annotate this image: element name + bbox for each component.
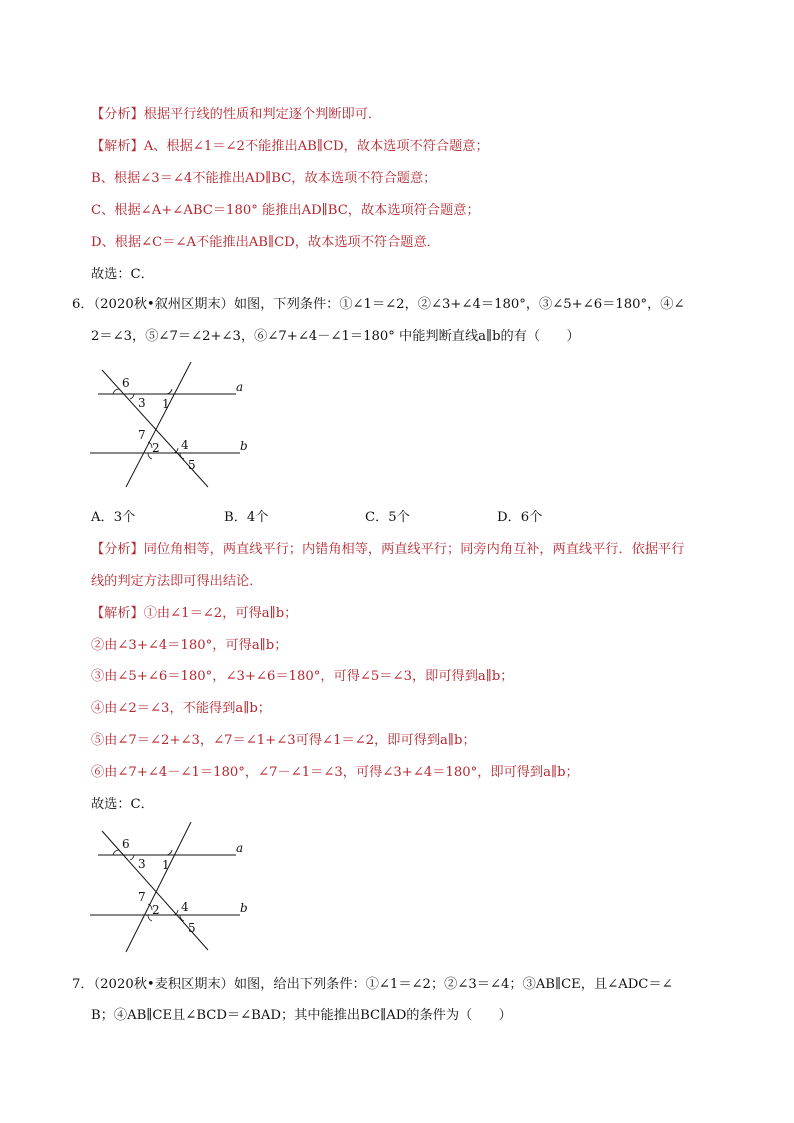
option-d[interactable]: D．6个 bbox=[497, 510, 543, 525]
arc-1-2 bbox=[166, 850, 172, 855]
label-7: 7 bbox=[138, 428, 146, 442]
q6-solution-line5: ⑤由∠7＝∠2+∠3，∠7＝∠1+∠3可得∠1＝∠2，即可得到a∥b； bbox=[91, 733, 476, 748]
solution-label: 【解析】 bbox=[91, 139, 144, 154]
solution-text-a: A、根据∠1＝∠2不能推出AB∥CD，故本选项不符合题意； bbox=[143, 139, 489, 154]
q6-stem-line2: 2＝∠3，⑤∠7＝∠2+∠3，⑥∠7+∠4－∠1＝180° 中能判断直线a∥b的有（ ） bbox=[91, 329, 580, 344]
label-a-2: a bbox=[236, 841, 244, 855]
label-b: b bbox=[240, 439, 248, 453]
arc-6 bbox=[113, 389, 119, 394]
q6-solution-line1 bbox=[91, 602, 297, 621]
q7-stem-line1: 7．（2020秋•麦积区期末）如图，给出下列条件：①∠1＝∠2；②∠3＝∠4；③AB∥CE，且∠ADC＝∠ bbox=[72, 977, 673, 992]
arc-1 bbox=[166, 389, 172, 394]
q7-stem-line2: B；④AB∥CE且∠BCD＝∠BAD；其中能推出BC∥AD的条件为（ ） bbox=[91, 1008, 512, 1023]
label-5: 5 bbox=[188, 458, 196, 472]
choice-line: 故选：C． bbox=[91, 267, 154, 282]
transversal-2 bbox=[126, 362, 191, 487]
label-a: a bbox=[236, 380, 244, 394]
label-6-2: 6 bbox=[122, 837, 130, 851]
label-3: 3 bbox=[138, 396, 146, 410]
label-7-2: 7 bbox=[138, 890, 146, 904]
arc-5-2 bbox=[180, 915, 184, 921]
q6-solution-figure bbox=[86, 822, 266, 957]
label-1: 1 bbox=[162, 397, 170, 411]
arc-5 bbox=[180, 453, 184, 459]
option-c[interactable]: C．5个 bbox=[365, 510, 410, 525]
label-4: 4 bbox=[181, 438, 189, 452]
label-6: 6 bbox=[122, 376, 130, 390]
label-2: 2 bbox=[152, 441, 160, 455]
q6-analysis-line1 bbox=[91, 538, 684, 557]
q6-choice-line: 故选：C． bbox=[91, 797, 154, 812]
q6-analysis-text1: 同位角相等，两直线平行；内错角相等，两直线平行；同旁内角互补，两直线平行．依据平行 bbox=[143, 542, 685, 557]
solution-line-b: B、根据∠3＝∠4不能推出AD∥BC，故本选项不符合题意； bbox=[91, 171, 437, 186]
label-1-2: 1 bbox=[162, 858, 170, 872]
arc-3 bbox=[130, 394, 134, 399]
option-a[interactable]: A．3个 bbox=[91, 510, 136, 525]
solution-line-a bbox=[91, 135, 489, 154]
q6-solution-line6: ⑥由∠7+∠4－∠1＝180°，∠7－∠1＝∠3，可得∠3+∠4＝180°，即可得到a∥b； bbox=[91, 765, 579, 780]
label-4-2: 4 bbox=[181, 900, 189, 914]
label-5-2: 5 bbox=[188, 921, 196, 935]
q6-solution-line2: ②由∠3+∠4＝180°，可得a∥b； bbox=[91, 638, 288, 653]
label-3-2: 3 bbox=[138, 857, 146, 871]
q6-solution-label: 【解析】 bbox=[91, 606, 144, 621]
transversal-2-2 bbox=[126, 822, 191, 952]
q6-figure bbox=[86, 362, 266, 492]
q6-solution-text1: ①由∠1＝∠2，可得a∥b； bbox=[143, 606, 298, 621]
arc-6-2 bbox=[113, 850, 119, 855]
q6-analysis-label: 【分析】 bbox=[91, 542, 144, 557]
analysis-text: 根据平行线的性质和判定逐个判断即可． bbox=[143, 107, 382, 122]
solution-line-c: C、根据∠A+∠ABC＝180° 能推出AD∥BC，故本选项符合题意； bbox=[91, 203, 480, 218]
analysis-label: 【分析】 bbox=[91, 107, 144, 122]
label-2-2: 2 bbox=[152, 903, 160, 917]
solution-line-d: D、根据∠C＝∠A不能推出AB∥CD，故本选项不符合题意． bbox=[91, 235, 440, 250]
q6-options bbox=[91, 506, 611, 524]
q6-stem-line1: 6．（2020秋•叙州区期末）如图，下列条件：①∠1＝∠2，②∠3+∠4＝180°，③∠5+∠6＝180°，④∠ bbox=[72, 297, 685, 312]
arc-3-2 bbox=[130, 855, 134, 860]
q6-solution-line4: ④由∠2＝∠3，不能得到a∥b； bbox=[91, 701, 271, 716]
label-b-2: b bbox=[240, 901, 248, 915]
analysis-paragraph bbox=[91, 103, 381, 122]
q6-analysis-line2: 线的判定方法即可得出结论． bbox=[91, 574, 263, 589]
option-b[interactable]: B．4个 bbox=[224, 510, 269, 525]
q6-solution-line3: ③由∠5+∠6＝180°，∠3+∠6＝180°，可得∠5＝∠3，即可得到a∥b； bbox=[91, 669, 514, 684]
